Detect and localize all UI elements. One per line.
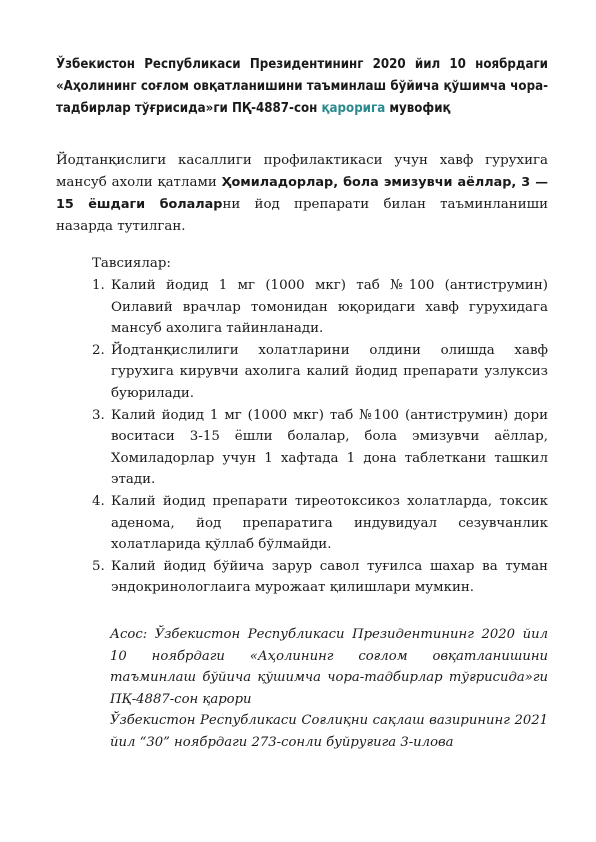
source-basis: Асос: Ўзбекистон Республикаси Президентининг 2020 йил 10 ноябрдаги «Аҳолининг соғлом овқатланишини таъминлаш бўйича қўшимча чора-тадбирлар тўғрисида»ги ПҚ-4887-сон қарори (110, 627, 548, 707)
item-number: 5. (92, 558, 105, 574)
list-item (92, 275, 548, 340)
item-text: Калий йодид бўйича зарур савол туғилса шахар ва туман эндокринологлаига мурожаат қилишлари мумкин. (111, 558, 548, 596)
decree-link[interactable]: қарорига (321, 101, 386, 116)
item-number: 1. (92, 278, 105, 293)
intro-text-start: Йодтанқислиги касаллиги профилактикаси учун хавф гурухига мансуб ахоли қатлами (56, 153, 548, 190)
source-note (110, 624, 548, 754)
item-text: Калий йодид препарати тиреотоксикоз холатларда, токсик аденома, йод препаратига индувидуал сезувчанлик холатларида қўллаб бўлмайди. (111, 493, 548, 553)
intro-text-end: ни йод препарати билан таъминланиши назарда тутилган. (56, 197, 548, 234)
item-number: 4. (92, 493, 105, 509)
recommendations-title: Тавсиялар: (92, 256, 171, 271)
list-item (92, 405, 548, 491)
source-order-reference: Ўзбекистон Республикаси Соғлиқни сақлаш вазирининг 2021 йил “30” ноябрдаги 273-сонли буйруғига 3-илова (110, 713, 548, 750)
document-heading (56, 54, 548, 120)
intro-paragraph (56, 150, 548, 238)
heading-suffix: мувофиқ (385, 101, 451, 116)
list-item (92, 491, 548, 556)
item-text: Йодтанқислилиги холатларини олдини олишда хавф гурухига кирувчи ахолига калий йодид препарати узлуксиз буюрилади. (111, 342, 548, 401)
list-item (92, 556, 548, 599)
heading-text: Ўзбекистон Республикаси Президентининг 2020 йил 10 ноябрдаги «Аҳолининг соғлом овқатланишини таъминлаш бўйича қўшимча чора-тадбирлар тўғрисида»ги ПҚ-4887-сон (56, 57, 548, 116)
item-number: 2. (92, 342, 105, 358)
list-item (92, 340, 548, 405)
intro-bold-groups: Ҳомиладорлар, бола эмизувчи аёллар, 3 — 15 ёшдаги болалар (56, 175, 548, 212)
item-text: Калий йодид 1 мг (1000 мкг) таб №100 (антиструмин) дори воситаси 3-15 ёшли болалар, бола эмизувчи аёллар, Хомиладорлар учун 1 хафтада 1 дона таблеткани ташкил этади. (111, 407, 548, 488)
item-text: Калий йодид 1 мг (1000 мкг) таб №100 (антиструмин) Оилавий врачлар томонидан юқоридаги хавф гурухидага мансуб ахолига тайинланади. (111, 278, 548, 337)
item-number: 3. (92, 407, 105, 423)
recommendations-list (92, 275, 548, 599)
